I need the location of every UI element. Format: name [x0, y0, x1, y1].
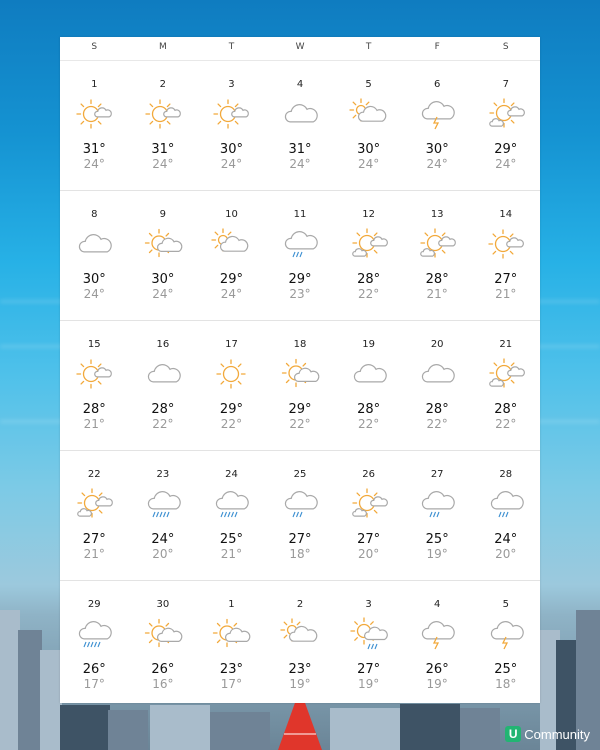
week-row	[60, 451, 540, 581]
day-number: 24	[225, 469, 238, 480]
high-temp: 31°	[151, 142, 175, 157]
high-temp: 27°	[357, 532, 381, 547]
sun-rain-icon	[349, 617, 389, 653]
week-row	[60, 581, 540, 710]
low-temp: 21°	[426, 287, 448, 301]
day-number: 2	[296, 599, 304, 610]
day-number: 12	[362, 209, 375, 220]
weekday-label: W	[295, 42, 305, 52]
mostly-cloudy-sun-icon	[143, 617, 183, 653]
day-number: 1	[91, 79, 98, 90]
day-cell[interactable]	[60, 61, 129, 190]
day-cell[interactable]	[60, 321, 129, 450]
sunny-cloudy-icon	[211, 97, 251, 133]
high-temp: 23°	[219, 662, 243, 677]
cloudy-icon	[74, 227, 114, 263]
high-temp: 29°	[288, 402, 312, 417]
high-temp: 30°	[82, 272, 106, 287]
day-number: 22	[87, 469, 101, 480]
day-number: 15	[87, 339, 101, 350]
day-cell[interactable]	[334, 191, 403, 320]
sunny-cloudy-icon	[143, 97, 183, 133]
low-temp: 24°	[83, 157, 105, 171]
high-temp: 28°	[425, 272, 449, 287]
weekday-label: T	[228, 42, 235, 52]
day-cell[interactable]	[129, 191, 198, 320]
partly-cloudy-icon	[349, 97, 389, 133]
day-cell[interactable]	[129, 321, 198, 450]
high-temp: 27°	[82, 532, 106, 547]
low-temp: 20°	[357, 547, 380, 561]
high-temp: 27°	[494, 272, 518, 287]
high-temp: 27°	[357, 662, 381, 677]
rain-icon	[417, 487, 457, 523]
day-number: 21	[499, 339, 513, 350]
day-number: 1	[228, 599, 235, 610]
low-temp: 24°	[426, 157, 448, 171]
high-temp: 28°	[357, 272, 381, 287]
day-number: 10	[225, 209, 238, 220]
weekday-label: S	[91, 42, 98, 52]
day-cell[interactable]	[197, 61, 266, 190]
weekday-label: S	[502, 42, 509, 52]
day-number: 4	[296, 79, 304, 90]
day-number: 6	[433, 79, 441, 90]
day-number: 11	[293, 209, 307, 220]
low-temp: 20°	[152, 547, 174, 561]
low-temp: 22°	[357, 417, 380, 431]
low-temp: 20°	[495, 547, 517, 561]
day-cell[interactable]	[197, 581, 266, 710]
day-number: 28	[499, 469, 513, 480]
day-cell[interactable]	[403, 451, 472, 580]
day-number: 3	[365, 599, 372, 610]
day-cell[interactable]	[403, 61, 472, 190]
high-temp: 29°	[494, 142, 518, 157]
weekday-label: M	[158, 42, 167, 52]
day-number: 4	[433, 599, 441, 610]
sunny-icon	[211, 357, 251, 393]
day-cell[interactable]	[266, 61, 335, 190]
day-number: 9	[159, 209, 167, 220]
cloudy-icon	[280, 97, 320, 133]
day-cell[interactable]	[471, 61, 540, 190]
low-temp: 22°	[426, 417, 448, 431]
day-cell[interactable]	[197, 451, 266, 580]
day-cell[interactable]	[129, 451, 198, 580]
day-number: 19	[362, 339, 375, 350]
heavy-rain-icon	[143, 487, 183, 523]
high-temp: 31°	[82, 142, 106, 157]
day-cell[interactable]	[266, 581, 335, 710]
day-number: 5	[502, 599, 509, 610]
high-temp: 28°	[82, 402, 106, 417]
mostly-cloudy-sun-icon	[280, 357, 320, 393]
low-temp: 19°	[426, 677, 448, 691]
high-temp: 29°	[219, 272, 243, 287]
day-cell[interactable]	[403, 321, 472, 450]
high-temp: 30°	[151, 272, 175, 287]
mostly-cloudy-sun-icon	[211, 617, 251, 653]
rain-icon	[280, 487, 320, 523]
sunny-clouds-icon	[486, 97, 526, 133]
high-temp: 25°	[494, 662, 518, 677]
high-temp: 29°	[288, 272, 312, 287]
high-temp: 28°	[494, 402, 518, 417]
heavy-rain-icon	[211, 487, 251, 523]
high-temp: 30°	[219, 142, 243, 157]
low-temp: 21°	[83, 417, 105, 431]
day-cell[interactable]	[266, 321, 335, 450]
high-temp: 27°	[288, 532, 312, 547]
brand-logo	[505, 726, 590, 742]
high-temp: 24°	[151, 532, 175, 547]
high-temp: 26°	[82, 662, 106, 677]
day-number: 8	[91, 209, 98, 220]
low-temp: 18°	[495, 677, 517, 691]
partly-cloudy-icon	[211, 227, 251, 263]
high-temp: 24°	[494, 532, 518, 547]
day-cell[interactable]	[471, 451, 540, 580]
low-temp: 24°	[152, 157, 174, 171]
day-number: 18	[293, 339, 307, 350]
day-cell[interactable]	[60, 581, 129, 710]
low-temp: 24°	[495, 157, 517, 171]
high-temp: 30°	[357, 142, 381, 157]
day-cell[interactable]	[334, 451, 403, 580]
day-cell[interactable]	[266, 451, 335, 580]
low-temp: 23°	[289, 287, 311, 301]
high-temp: 23°	[288, 662, 312, 677]
low-temp: 18°	[289, 547, 311, 561]
weekday-header	[60, 37, 540, 61]
brand-name: Community	[524, 726, 590, 742]
day-cell[interactable]	[60, 191, 129, 320]
day-number: 25	[293, 469, 307, 480]
cloudy-icon	[143, 357, 183, 393]
high-temp: 31°	[288, 142, 312, 157]
high-temp: 28°	[151, 402, 175, 417]
low-temp: 24°	[220, 157, 243, 171]
day-cell[interactable]	[60, 451, 129, 580]
high-temp: 25°	[219, 532, 243, 547]
low-temp: 21°	[83, 547, 105, 561]
high-temp: 25°	[425, 532, 449, 547]
partly-cloudy-icon	[280, 617, 320, 653]
cloudy-icon	[349, 357, 389, 393]
low-temp: 22°	[289, 417, 311, 431]
day-cell[interactable]	[471, 191, 540, 320]
mostly-cloudy-sun-icon	[143, 227, 183, 263]
day-number: 30	[156, 599, 170, 610]
day-number: 27	[430, 469, 444, 480]
day-cell[interactable]	[334, 321, 403, 450]
high-temp: 28°	[357, 402, 381, 417]
cloudy-icon	[417, 357, 457, 393]
sunny-cloudy-icon	[74, 97, 114, 133]
heavy-rain-icon	[74, 617, 114, 653]
high-temp: 29°	[219, 402, 243, 417]
low-temp: 19°	[426, 547, 448, 561]
day-number: 3	[228, 79, 235, 90]
low-temp: 16°	[152, 677, 174, 691]
low-temp: 24°	[289, 157, 311, 171]
low-temp: 24°	[83, 287, 105, 301]
thunderstorm-icon	[486, 617, 526, 653]
low-temp: 21°	[495, 287, 517, 301]
day-cell[interactable]	[129, 581, 198, 710]
day-number: 7	[502, 79, 509, 90]
low-temp: 19°	[289, 677, 311, 691]
day-cell[interactable]	[471, 321, 540, 450]
rain-icon	[280, 227, 320, 263]
rain-icon	[486, 487, 526, 523]
day-number: 17	[225, 339, 238, 350]
low-temp: 24°	[357, 157, 380, 171]
low-temp: 22°	[152, 417, 174, 431]
day-cell[interactable]	[403, 191, 472, 320]
low-temp: 19°	[357, 677, 380, 691]
day-cell[interactable]	[334, 61, 403, 190]
sunny-cloudy-icon	[486, 227, 526, 263]
high-temp: 30°	[425, 142, 449, 157]
weekday-label: T	[365, 42, 372, 52]
thunderstorm-icon	[417, 617, 457, 653]
low-temp: 24°	[152, 287, 174, 301]
week-row	[60, 321, 540, 451]
day-cell[interactable]	[197, 191, 266, 320]
day-number: 29	[87, 599, 101, 610]
low-temp: 17°	[220, 677, 243, 691]
day-number: 5	[365, 79, 372, 90]
thunderstorm-icon	[417, 97, 457, 133]
sunny-clouds-icon	[486, 357, 526, 393]
low-temp: 22°	[357, 287, 380, 301]
day-number: 26	[362, 469, 375, 480]
day-cell[interactable]	[129, 61, 198, 190]
day-cell[interactable]	[334, 581, 403, 710]
sunny-clouds-icon	[349, 227, 389, 263]
day-number: 13	[430, 209, 444, 220]
sunny-clouds-icon	[349, 487, 389, 523]
low-temp: 22°	[220, 417, 243, 431]
day-cell[interactable]	[471, 581, 540, 710]
day-number: 23	[156, 469, 170, 480]
week-row	[60, 61, 540, 191]
day-cell[interactable]	[266, 191, 335, 320]
sunny-clouds-icon	[74, 487, 114, 523]
day-number: 20	[430, 339, 444, 350]
weather-calendar	[60, 37, 540, 703]
day-number: 2	[159, 79, 167, 90]
low-temp: 22°	[495, 417, 517, 431]
brand-badge-icon: U	[505, 726, 521, 742]
high-temp: 26°	[151, 662, 175, 677]
day-number: 16	[156, 339, 170, 350]
sunny-cloudy-icon	[74, 357, 114, 393]
low-temp: 24°	[220, 287, 243, 301]
weekday-label: F	[434, 42, 440, 52]
low-temp: 21°	[220, 547, 243, 561]
week-row	[60, 191, 540, 321]
day-number: 14	[499, 209, 513, 220]
low-temp: 17°	[83, 677, 105, 691]
day-cell[interactable]	[403, 581, 472, 710]
high-temp: 26°	[425, 662, 449, 677]
high-temp: 28°	[425, 402, 449, 417]
day-cell[interactable]	[197, 321, 266, 450]
sunny-clouds-icon	[417, 227, 457, 263]
